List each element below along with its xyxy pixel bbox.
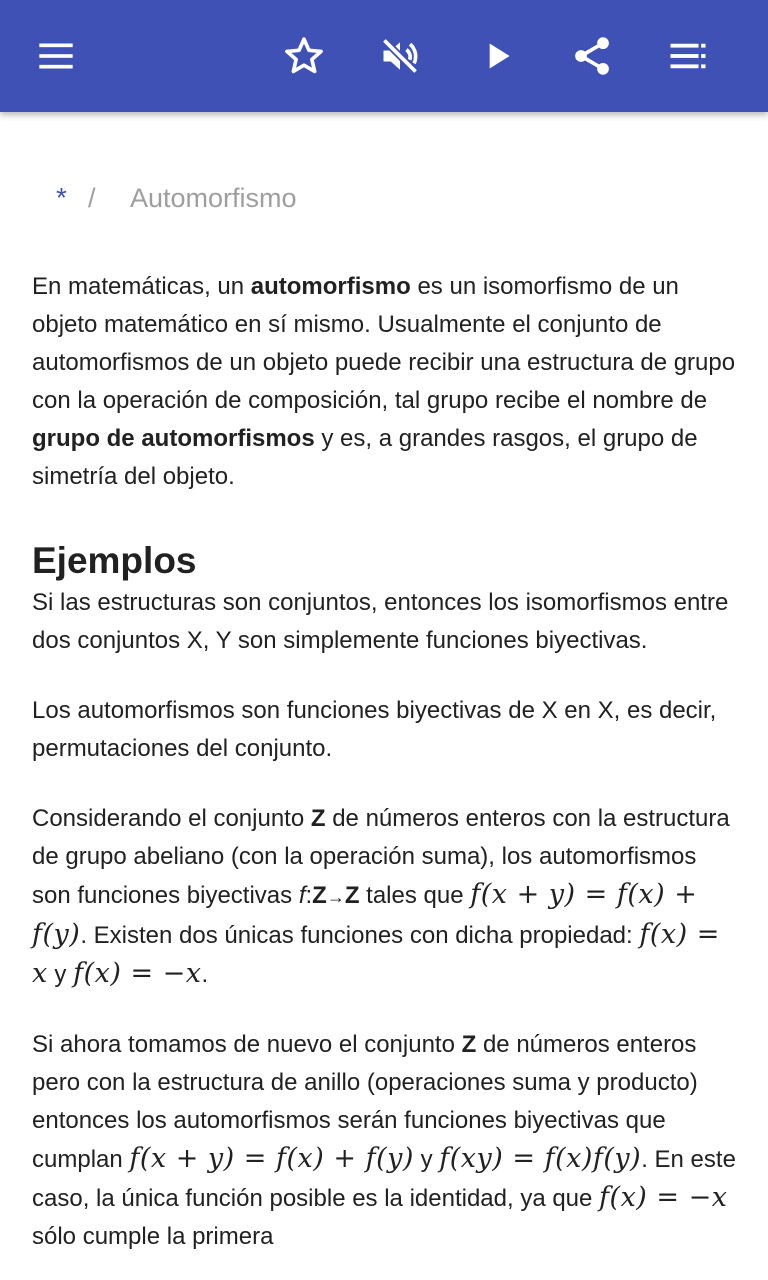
play-icon [478,36,518,76]
group-arrow: → [326,887,345,907]
intro-bold-2: grupo de automorfismos [32,425,315,452]
ring-z-1: Z [461,1031,477,1058]
contents-button[interactable] [660,28,716,84]
group-z-2: Z [312,882,327,909]
menu-icon [36,36,76,76]
group-f: f [298,882,306,909]
breadcrumb-separator: / [88,182,96,213]
ring-formula-3: f(x) = −x [599,1182,728,1213]
star-outline-icon [282,34,326,78]
share-icon [570,34,614,78]
ring-text-3: y [413,1146,440,1173]
sets-paragraph: Si las estructuras son conjuntos, entonces los isomorfismos entre dos conjuntos X, Y son simplemente funciones biyectivas. [32,589,729,654]
intro-text-2: es un isomorfismo de un objeto matemático en sí mismo. Usualmente el conjunto de automorfismos de un objeto puede recibir una estructura de grupo con la operación de composición, tal grupo recibe el nombre de [32,273,736,414]
intro-bold-1: automorfismo [250,273,411,300]
intro-text-1: En matemáticas, un [32,273,251,300]
group-text-2: de números enteros con la estructura de grupo abeliano (con la operación suma), los automorfismos son funciones biyectivas [32,805,730,909]
intro-text-3: y es, a grandes rasgos, el grupo de simetría del objeto. [32,425,698,490]
favorite-button[interactable] [276,28,332,84]
breadcrumb [32,180,736,216]
mute-button[interactable] [372,28,428,84]
group-text-6: . [201,961,209,988]
group-formula-3: f(x) = −x [73,958,202,989]
breadcrumb-current: Automorfismo [130,182,297,213]
play-button[interactable] [470,28,526,84]
ring-formula-2: f(xy) = f(x)f(y) [439,1143,642,1174]
group-formula-1: f(x + y) = f(x) + f(y) [32,879,698,950]
ring-text-1: Si ahora tomamos de nuevo el conjunto [32,1031,462,1058]
section-heading: Ejemplos [32,540,197,581]
group-colon: : [305,882,313,909]
app-bar [0,0,768,112]
group-text-3: tales que [359,882,471,909]
volume-off-icon [378,34,422,78]
share-button[interactable] [564,28,620,84]
intro-paragraph [32,268,736,496]
permutations-paragraph: Los automorfismos son funciones biyectivas de X en X, es decir, permutaciones del conjunto. [32,697,717,762]
playlist-icon [667,35,709,77]
group-z-3: Z [344,882,360,909]
breadcrumb-home-link[interactable]: * [56,182,67,213]
ring-text-5: sólo cumple la primera [32,1223,274,1250]
ring-paragraph [32,1026,736,1256]
group-z-1: Z [310,805,326,832]
group-text-4: . Existen dos únicas funciones con dicha propiedad: [80,922,640,949]
group-text-5: y [47,961,74,988]
menu-button[interactable] [28,28,84,84]
group-formula-2: f(x) = x [32,919,720,989]
group-text-1: Considerando el conjunto [32,805,311,832]
ring-text-4: . En este caso, la única función posible es la identidad, ya que [32,1146,736,1212]
article-content [32,112,736,1256]
ring-text-2: de números enteros pero con la estructura de anillo (operaciones suma y producto) entonces los automorfismos serán funciones biyectivas que cumplan [32,1031,698,1173]
ring-formula-1: f(x + y) = f(x) + f(y) [129,1143,414,1174]
group-paragraph [32,800,736,994]
